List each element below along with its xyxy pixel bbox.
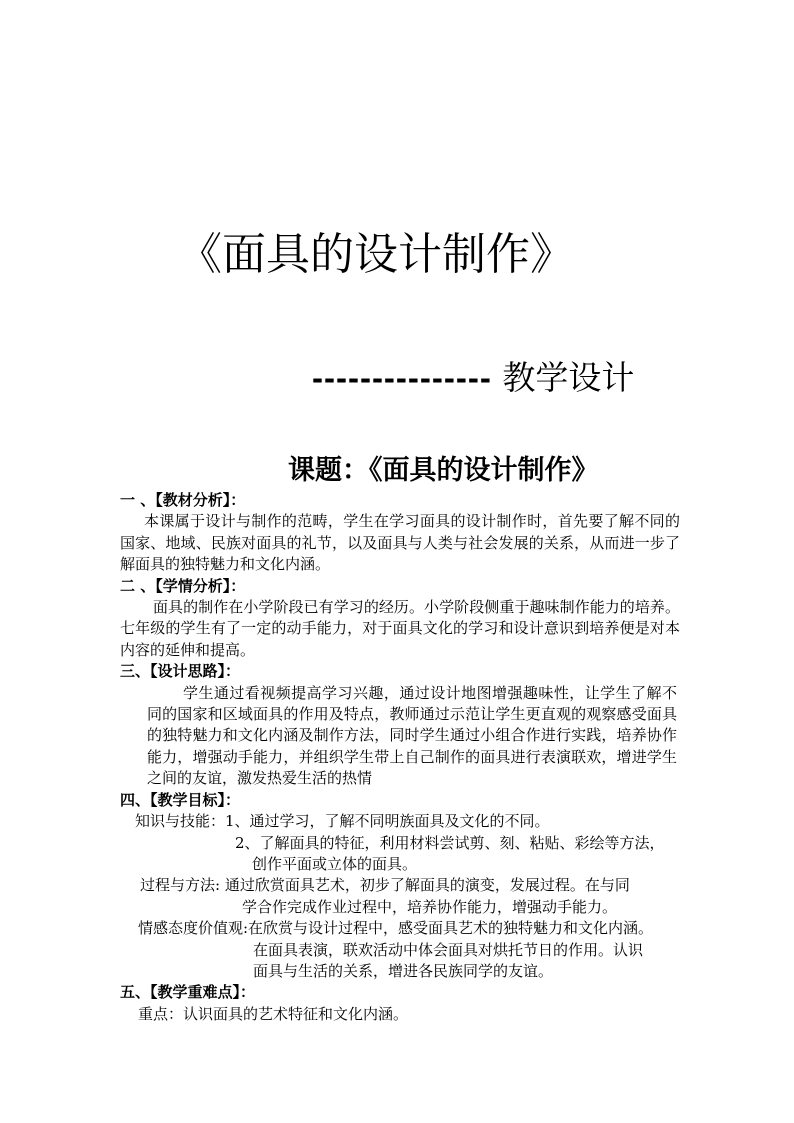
section-heading-key-points: 五、【教学重难点】： <box>120 983 256 1002</box>
section-heading-teaching-goals: 四、【教学目标】： <box>120 790 241 809</box>
document-subtitle <box>312 356 634 400</box>
key-point-line: 重点：认识面具的艺术特征和文化内涵。 <box>138 1004 409 1023</box>
goal-emotion-line-3: 面具与生活的关系，增进各民族同学的友谊。 <box>253 961 554 980</box>
document-body <box>120 490 680 1025</box>
goal-emotion-line-2: 在面具表演，联欢活动中体会面具对烘托节日的作用。认识 <box>253 940 644 959</box>
goal-process-line-1: 过程与方法: 通过欣赏面具艺术，初步了解面具的演变，发展过程。在与同 <box>140 876 630 895</box>
section-heading-student-analysis: 二 、【学情分析】： <box>120 576 246 595</box>
textbook-analysis-paragraph: 本课属于设计与制作的范畴，学生在学习面具的设计制作时，首先要了解不同的国家、地域、民族对面具的礼节，以及面具与人类与社会发展的关系，从而进一步了解面具的独特魅力和文化内涵。 <box>120 512 680 574</box>
section-heading-textbook-analysis: 一 、【教材分析】： <box>120 491 246 509</box>
goal-emotion-line-1: 情感态度价值观:在欣赏与设计过程中，感受面具艺术的独特魅力和文化内涵。 <box>138 919 654 938</box>
subtitle-dashes: --------------- <box>312 359 492 396</box>
goal-knowledge-line-2: 2、了解面具的特征，利用材料尝试剪、刻、粘贴、彩绘等方法， <box>235 833 665 852</box>
student-analysis-paragraph: 面具的制作在小学阶段已有学习的经历。小学阶段侧重于趣味制作能力的培养。七年级的学生有了一定的动手能力，对于面具文化的学习和设计意识到培养便是对本内容的延伸和提高。 <box>120 598 680 659</box>
subtitle-text: 教学设计 <box>502 358 635 397</box>
goal-knowledge-line-3: 创作平面或立体的面具。 <box>252 854 418 873</box>
lesson-topic: 课题：《面具的设计制作》 <box>288 455 599 486</box>
goal-process-line-2: 学合作完成作业过程中，培养协作能力，增强动手能力。 <box>242 897 618 916</box>
document-title: 《面具的设计制作》 <box>178 229 574 280</box>
design-idea-paragraph: 学生通过看视频提高学习兴趣，通过设计地图增强趣味性，让学生了解不同的国家和区域面具的作用及特点，教师通过示范让学生更直观的观察感受面具的独特魅力和文化内涵及制作方法，同时学生通过小组合作进行实践，培养协作能力，增强动手能力，并组织学生带上自己制作的面具进行表演联欢，增进学生之间的友谊，激发热爱生活的热情 <box>147 683 677 788</box>
section-heading-design-idea: 三、【设计思路】： <box>120 662 241 681</box>
goal-knowledge-line-1: 知识与技能：1、通过学习，了解不同明族面具及文化的不同。 <box>135 812 550 831</box>
